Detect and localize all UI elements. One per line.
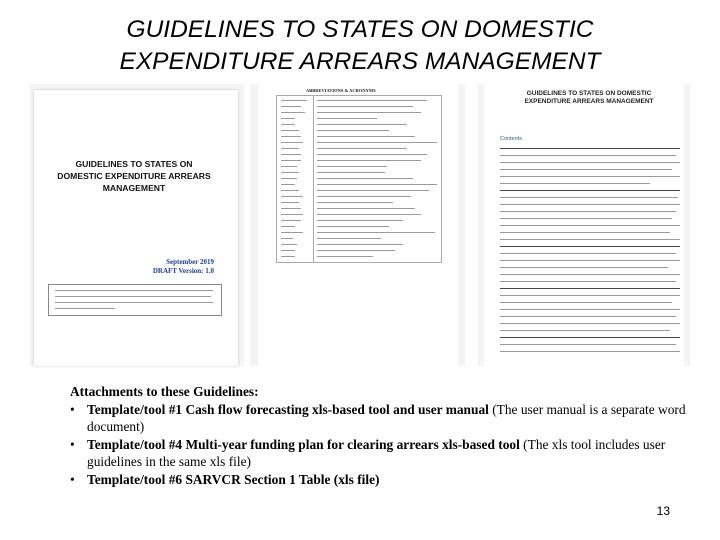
acronyms-page xyxy=(258,84,458,366)
slide-title-line-2: EXPENDITURE ARREARS MANAGEMENT xyxy=(119,48,601,75)
attachment-item xyxy=(70,401,710,436)
contents-page xyxy=(484,84,684,366)
bullet-icon: • xyxy=(70,436,75,452)
bullet-icon: • xyxy=(70,471,75,487)
attachment-item xyxy=(70,471,710,489)
attachment-item xyxy=(70,436,710,471)
contents-page-thumbnail xyxy=(478,84,690,366)
attachment-note: (The user manual is a separate word document) xyxy=(87,401,686,434)
attachment-title: Template/tool #1 Cash flow forecasting xls-based tool and user manual xyxy=(87,401,489,417)
attachment-title: Template/tool #6 SARVCR Section 1 Table (xls file) xyxy=(87,471,380,487)
acronyms-heading: ABBREVIATIONS & ACRONYMS xyxy=(306,88,376,93)
slide-title-line-1: GUIDELINES TO STATES ON DOMESTIC xyxy=(126,16,594,43)
cover-version: DRAFT Version: 1.0 xyxy=(152,267,214,275)
cover-disclaimer-box xyxy=(48,284,222,316)
cover-page-thumbnail xyxy=(30,84,244,366)
slide-title xyxy=(0,14,720,78)
cover-date-block xyxy=(54,258,214,276)
bullet-icon: • xyxy=(70,401,75,417)
page-number: 13 xyxy=(656,504,670,518)
attachments-heading: Attachments to these Guidelines: xyxy=(70,384,259,399)
contents-title: GUIDELINES TO STATES ON DOMESTIC EXPENDITURE ARREARS MANAGEMENT xyxy=(524,90,654,105)
cover-title: GUIDELINES TO STATES ON DOMESTIC EXPENDITURE ARREARS MANAGEMENT xyxy=(57,159,211,193)
acronyms-table xyxy=(276,95,442,263)
cover-date: September 2019 xyxy=(166,258,214,266)
acronyms-page-thumbnail xyxy=(250,84,465,366)
contents-label: Contents xyxy=(500,136,523,142)
attachment-note: (The xls tool includes user guidelines in the same xls file) xyxy=(87,436,666,469)
attachments-list xyxy=(70,401,710,489)
attachment-title: Template/tool #4 Multi-year funding plan for clearing arrears xls-based tool xyxy=(87,436,520,452)
cover-page xyxy=(34,90,238,366)
attachments-section xyxy=(70,383,710,488)
